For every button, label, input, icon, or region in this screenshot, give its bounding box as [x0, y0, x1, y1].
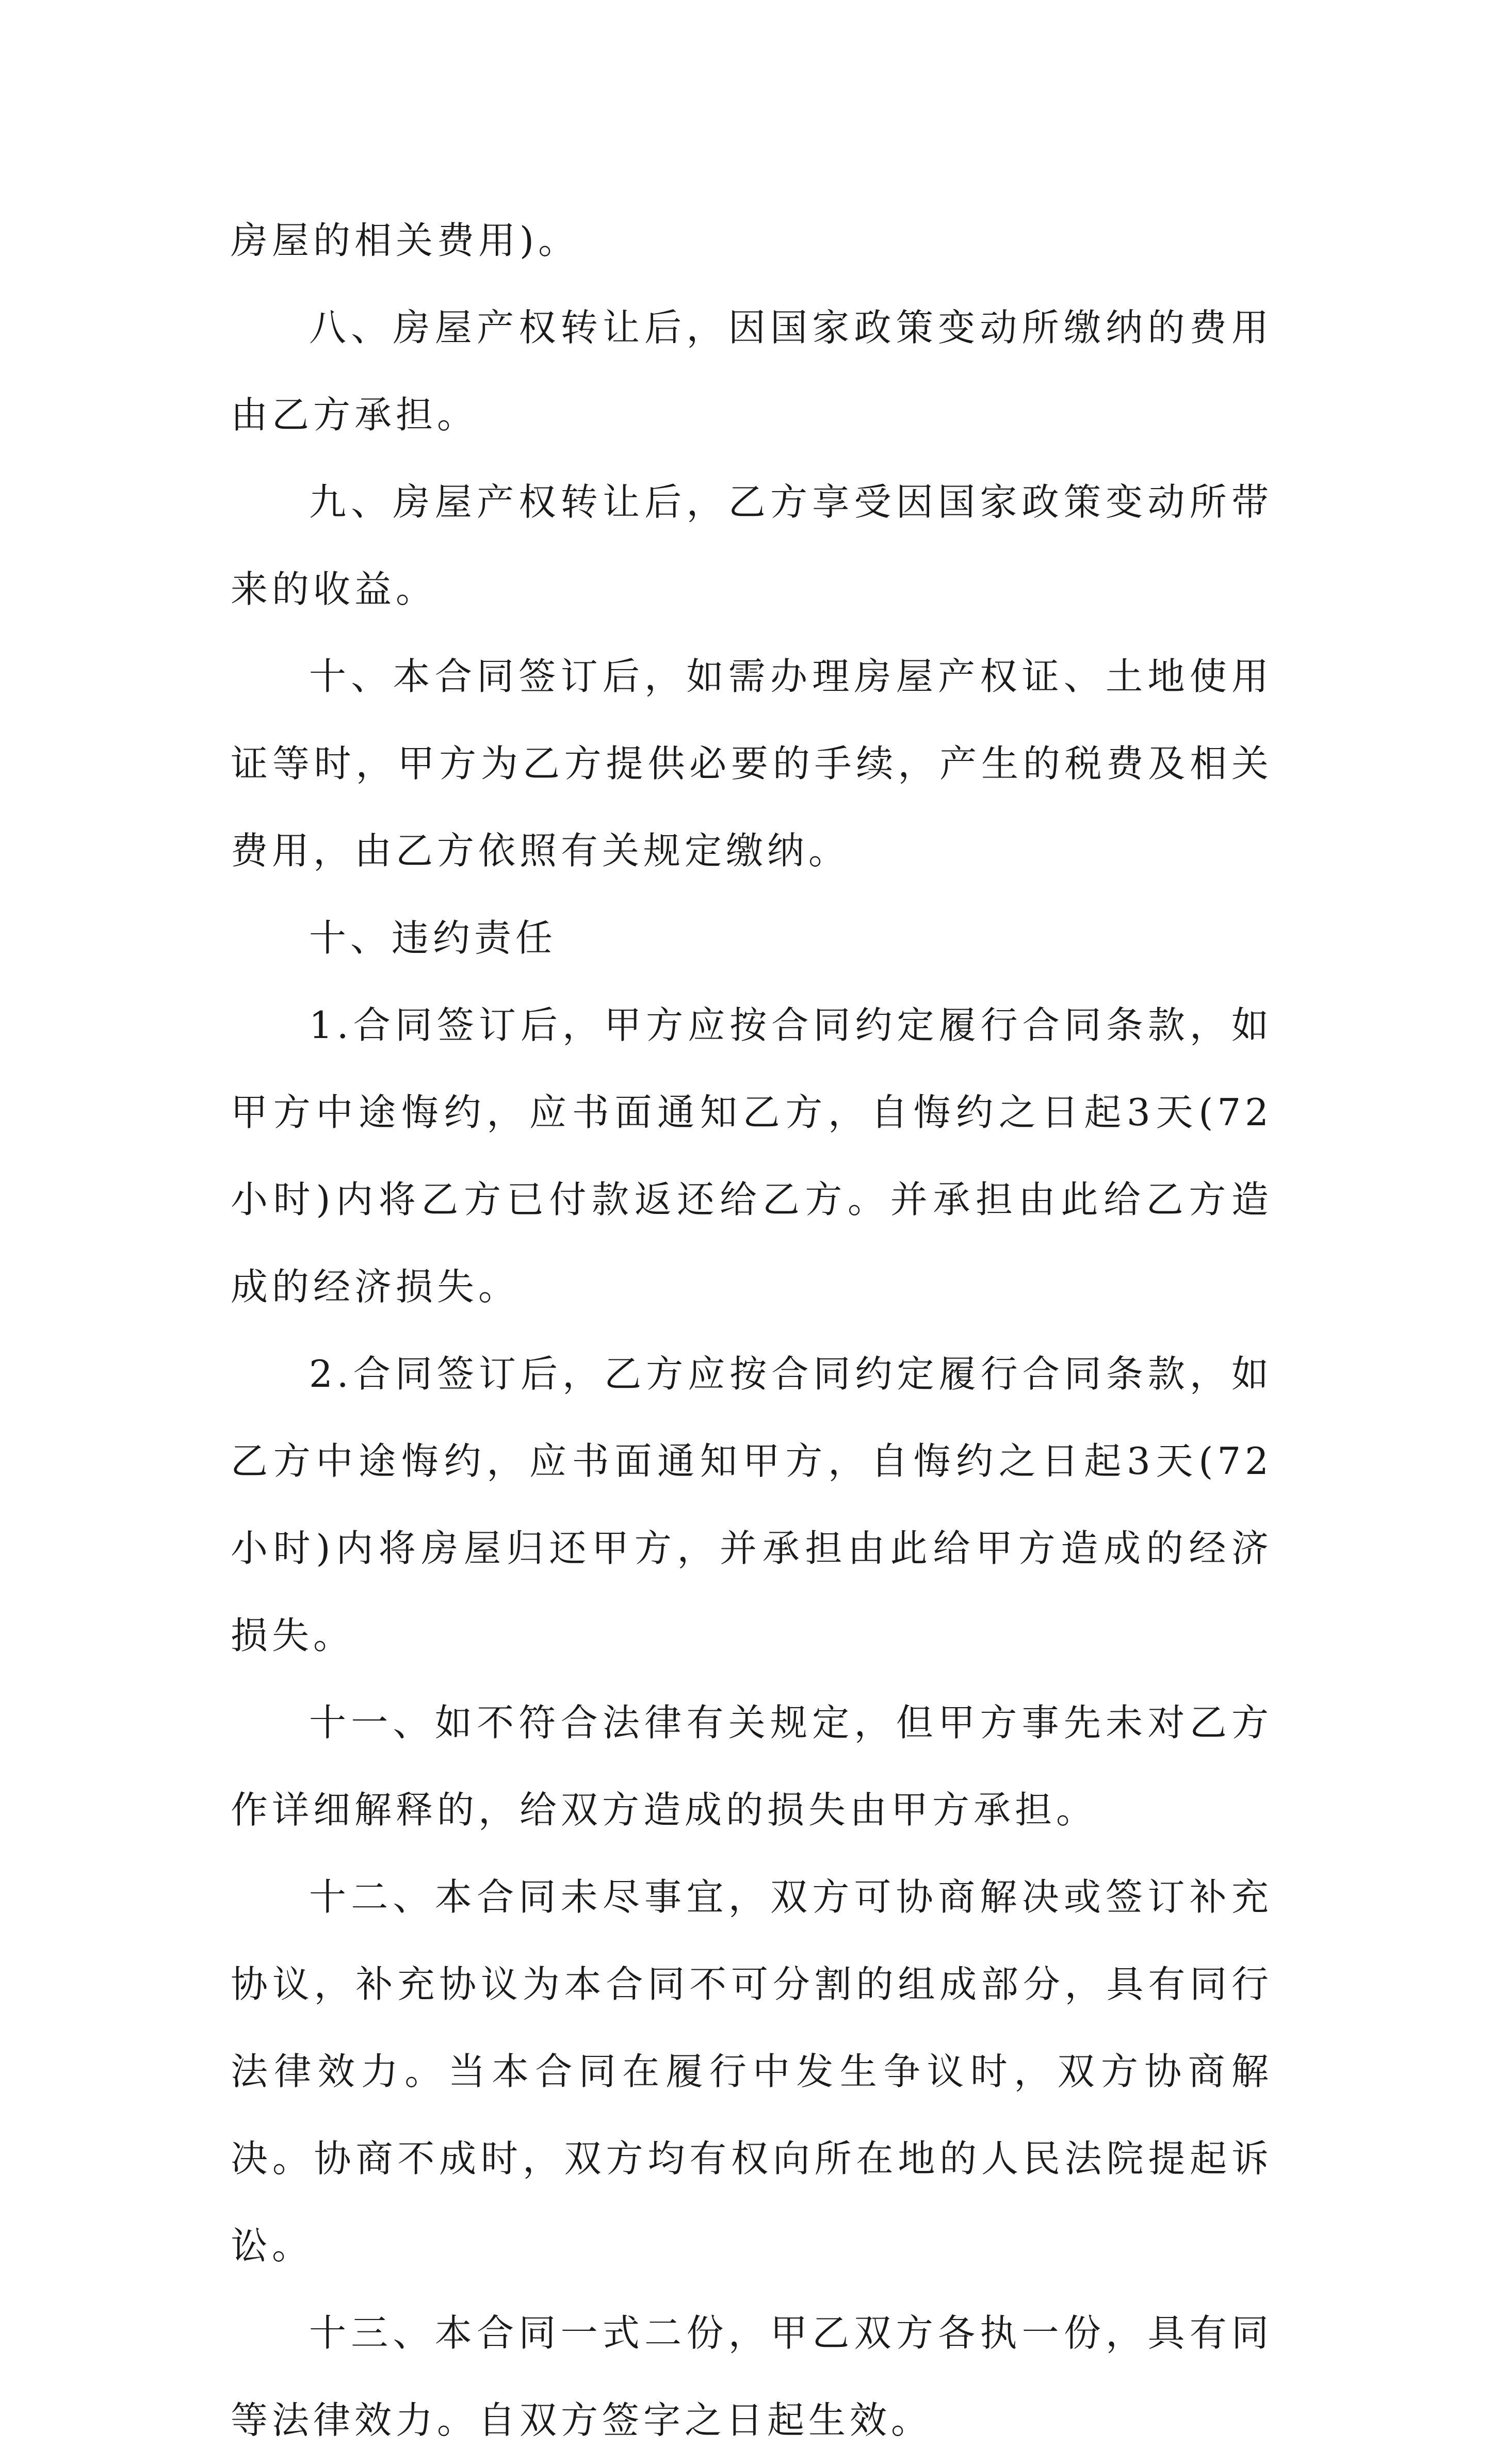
- clause-8: 八、房屋产权转让后，因国家政策变动所缴纳的费用由乙方承担。: [231, 306, 1273, 436]
- document-body: [231, 197, 1273, 2464]
- section-heading-breach: 十、违约责任: [309, 916, 557, 960]
- breach-item-1: 1.合同签订后，甲方应按合同约定履行合同条款，如甲方中途悔约，应书面通知乙方，自悔约之日起3天(72小时)内将乙方已付款返还给乙方。并承担由此给乙方造成的经济损失。: [231, 1003, 1273, 1308]
- breach-item-2: 2.合同签订后，乙方应按合同约定履行合同条款，如乙方中途悔约，应书面通知甲方，自悔约之日起3天(72小时)内将房屋归还甲方，并承担由此给甲方造成的经济损失。: [231, 1352, 1273, 1657]
- paragraph-continuation: 房屋的相关费用)。: [231, 219, 580, 262]
- clause-12: 十二、本合同未尽事宜，双方可协商解决或签订补充协议，补充协议为本合同不可分割的组成部分，具有同行法律效力。当本合同在履行中发生争议时，双方协商解决。协商不成时，双方均有权向所在地的人民法院提起诉讼。: [231, 1875, 1273, 2267]
- clause-11: 十一、如不符合法律有关规定，但甲方事先未对乙方作详细解释的，给双方造成的损失由甲方承担。: [231, 1701, 1273, 1831]
- clause-9: 九、房屋产权转让后，乙方享受因国家政策变动所带来的收益。: [231, 480, 1273, 611]
- clause-13: 十三、本合同一式二份，甲乙双方各执一份，具有同等法律效力。自双方签字之日起生效。: [231, 2311, 1273, 2442]
- clause-10: 十、本合同签订后，如需办理房屋产权证、土地使用证等时，甲方为乙方提供必要的手续，产生的税费及相关费用，由乙方依照有关规定缴纳。: [231, 655, 1273, 872]
